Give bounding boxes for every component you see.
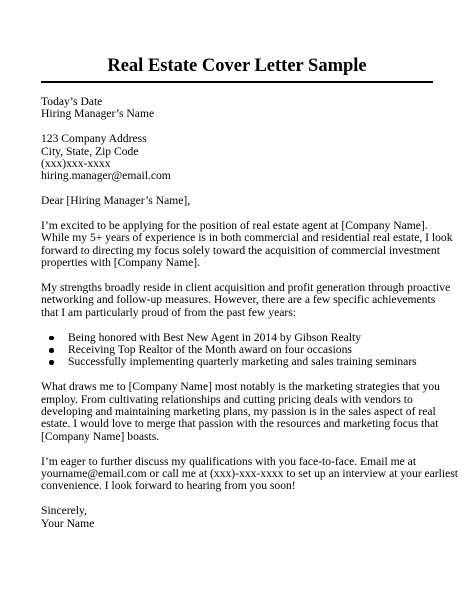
paragraph-line: developing and maintaining marketing plans, my passion is in the sales aspect of real [41, 405, 436, 419]
paragraph-line: My strengths broadly reside in client acquisition and profit generation through proactive [41, 281, 451, 295]
paragraph-line: While my 5+ years of experience is in both commercial and residential real estate, I look [41, 231, 453, 245]
achievement-text: Being honored with Best New Agent in 2014 by Gibson Realty [68, 330, 362, 344]
bullet-icon [49, 336, 54, 341]
paragraph-line: convenience. I look forward to hearing from you soon! [41, 479, 296, 493]
paragraph-line: employ. From cultivating relationships and cutting pricing deals with vendors to [41, 392, 413, 406]
list-item [41, 356, 441, 368]
date-line: Today’s Date [41, 95, 103, 108]
signoff-name: Your Name [41, 516, 95, 530]
intro-paragraph [41, 219, 453, 270]
paragraph-line: properties with [Company Name]. [41, 256, 201, 270]
bullet-icon [49, 348, 54, 353]
paragraph-line: [Company Name] boasts. [41, 429, 160, 443]
street-line: 123 Company Address [41, 132, 147, 146]
bullet-icon [49, 360, 54, 365]
achievement-text: Successfully implementing quarterly marketing and sales training seminars [68, 355, 417, 369]
title-divider [41, 81, 433, 83]
paragraph-line: I’m excited to be applying for the position of real estate agent at [Company Name]. [41, 219, 428, 233]
hiring-manager-line: Hiring Manager’s Name [41, 107, 155, 121]
header-block [41, 96, 441, 121]
achievement-text: Receiving Top Realtor of the Month award on four occasions [68, 343, 352, 357]
paragraph-line: I’m eager to further discuss my qualifications with you face-to-face. Email me at [41, 454, 417, 468]
city-state-zip-line: City, State, Zip Code [41, 144, 139, 158]
email-line: hiring.manager@email.com [41, 169, 171, 183]
paragraph-line: estate. I would love to merge that passion with the resources and marketing focus that [41, 417, 439, 431]
paragraph-line: yourname@email.com or call me at (xxx)-xxx-xxxx to set up an interview at your earliest [41, 467, 458, 481]
signoff-closing: Sincerely, [41, 504, 87, 518]
salutation: Dear [Hiring Manager’s Name], [41, 194, 191, 208]
letter-body [41, 95, 458, 542]
closing-paragraph [41, 454, 458, 493]
paragraph-line: that I am particularly proud of from the past few years: [41, 305, 296, 319]
paragraph-line: forward to directing my focus solely toward the acquisition of commercial investment [41, 243, 440, 257]
document-title: Real Estate Cover Letter Sample [107, 56, 367, 76]
signoff-block [41, 505, 441, 530]
draws-paragraph [41, 381, 441, 443]
address-block [41, 133, 441, 183]
phone-line: (xxx)xxx-xxxx [41, 157, 111, 171]
achievements-list [41, 332, 441, 369]
strengths-paragraph [41, 281, 451, 319]
paragraph-line: networking and follow-up measures. However, there are a few specific achievements [41, 293, 436, 307]
paragraph-line: What draws me to [Company Name] most notably is the marketing strategies that you [41, 380, 440, 394]
